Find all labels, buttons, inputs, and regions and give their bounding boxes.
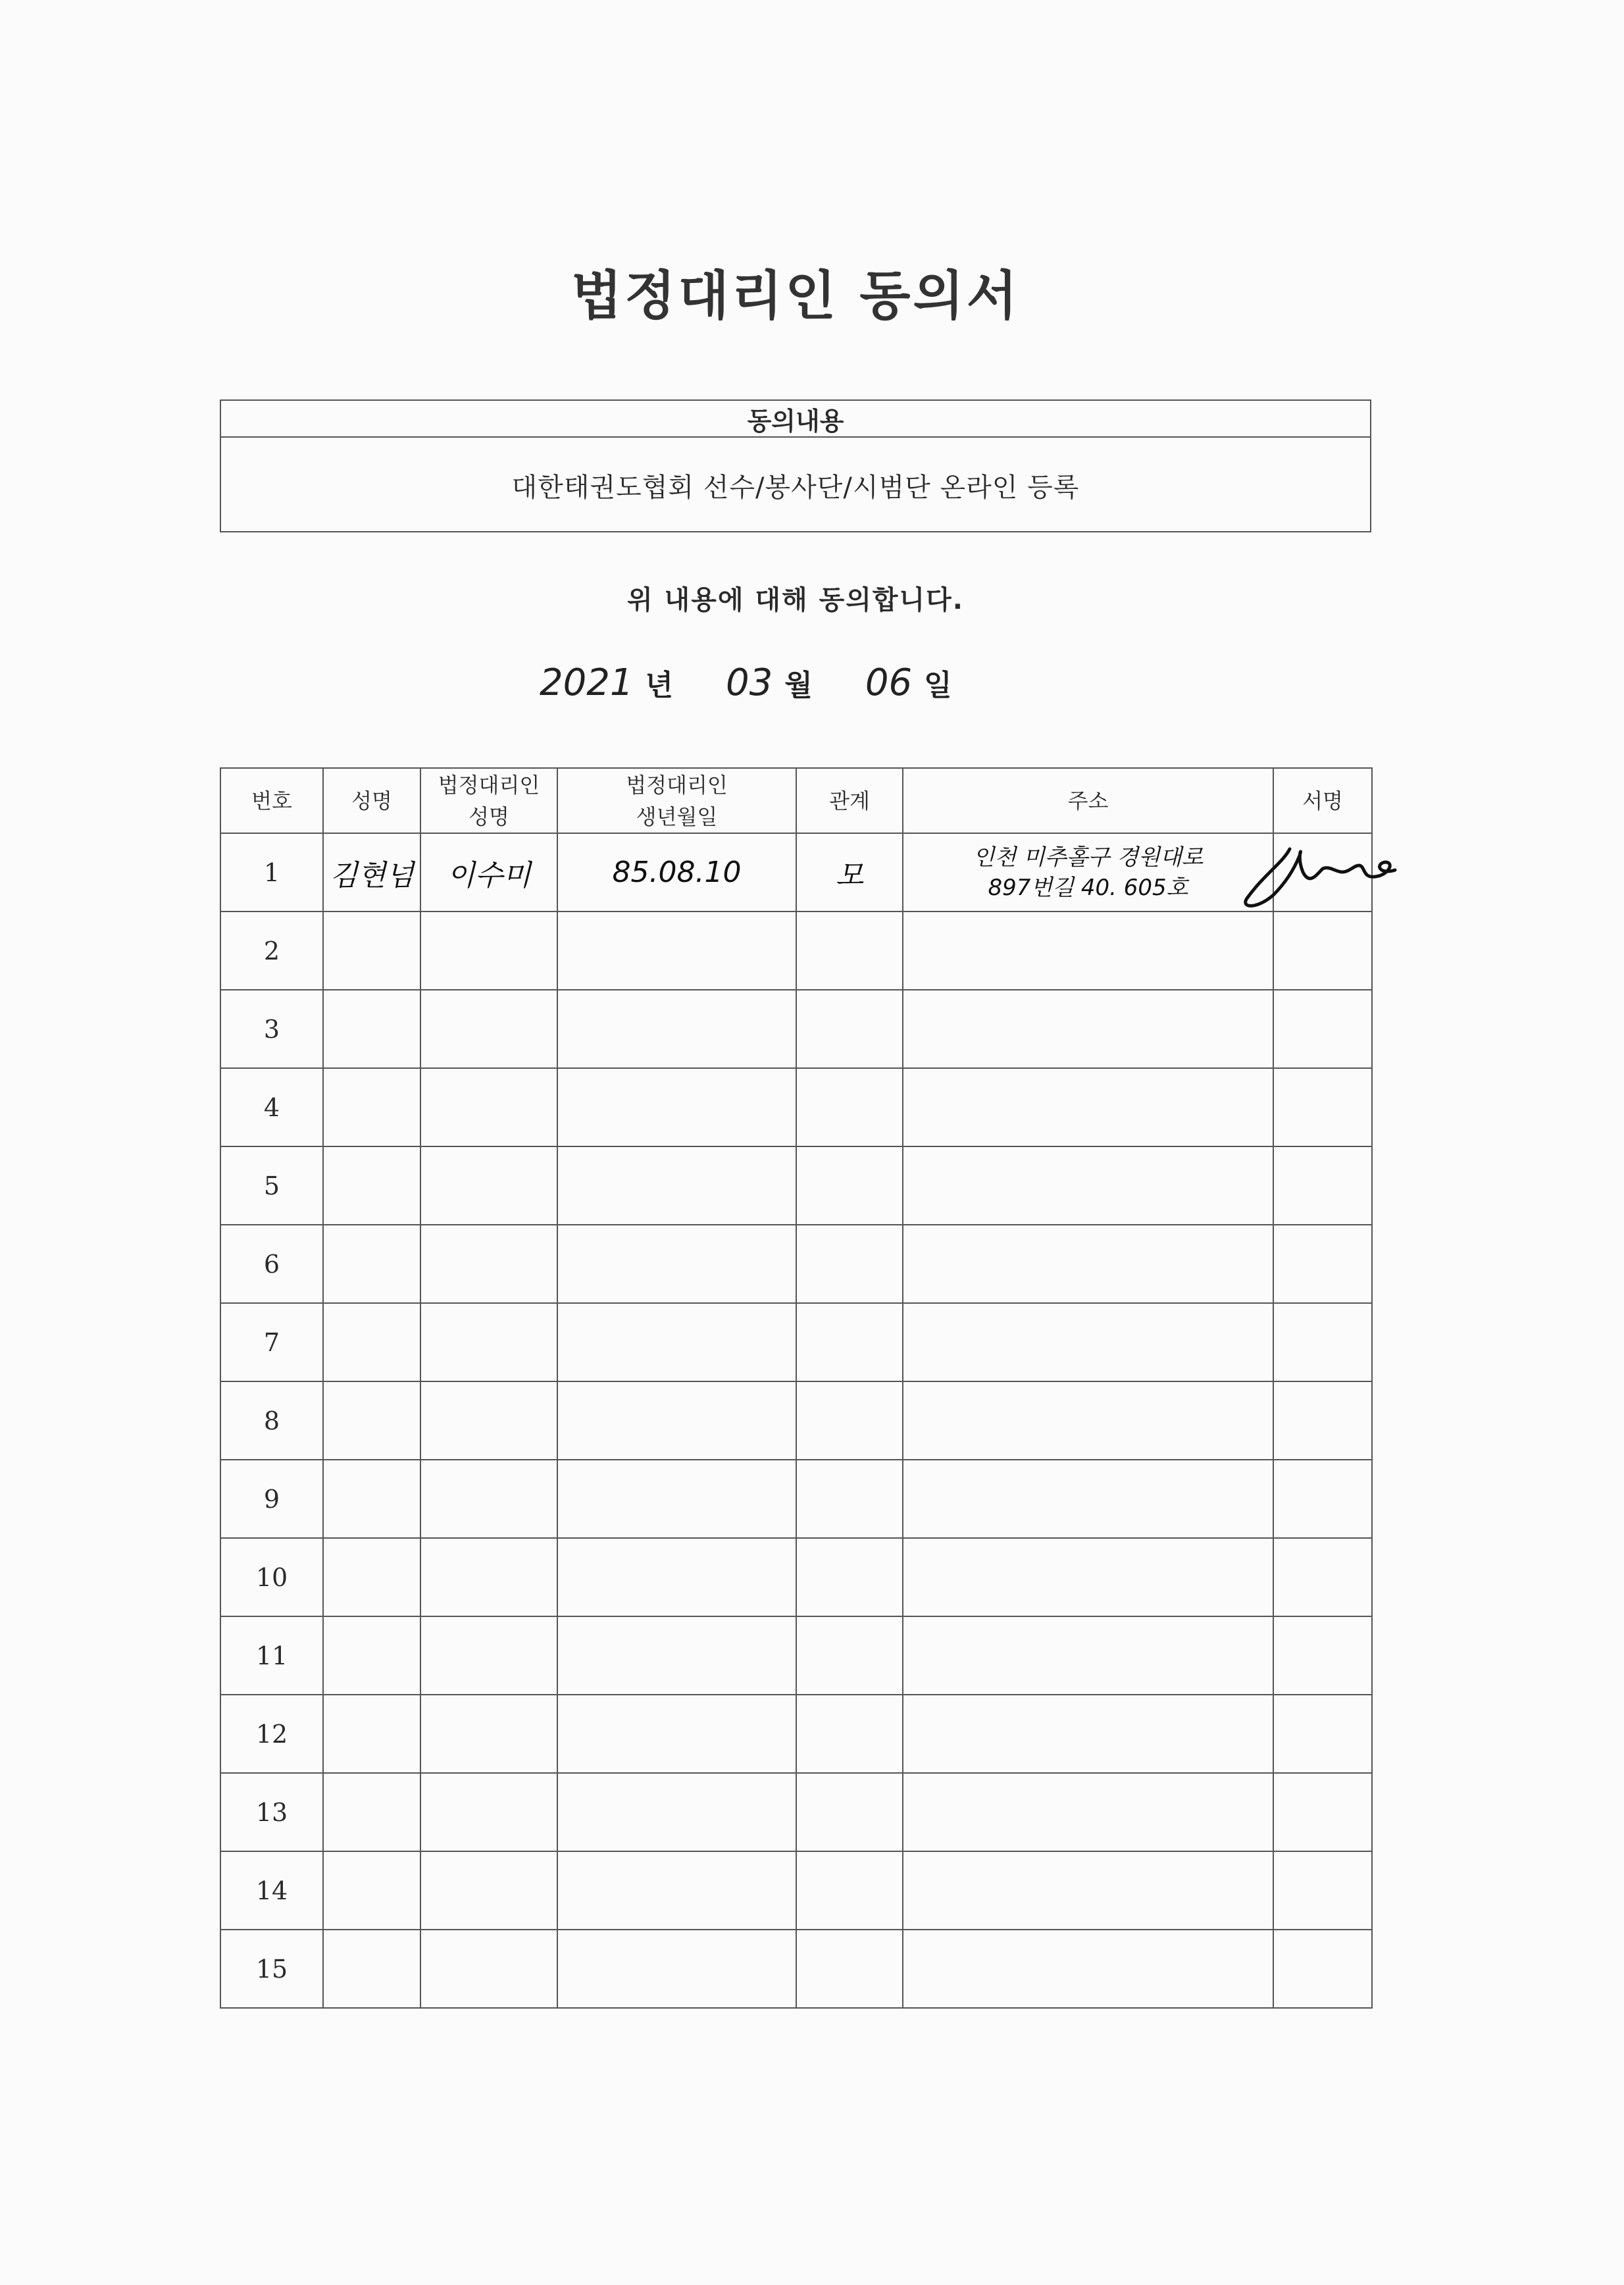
table-row	[220, 1616, 1372, 1695]
cell-guardian-name: 이수미	[420, 833, 557, 911]
cell-name: 김현넘	[323, 833, 420, 911]
header-relation: 관계	[796, 768, 903, 833]
consent-heading: 동의내용	[221, 401, 1370, 438]
table-row	[220, 911, 1372, 990]
cell-number: 4	[220, 1068, 323, 1146]
table-row	[220, 1381, 1372, 1460]
cell-number: 7	[220, 1303, 323, 1381]
document-title: 법정대리인 동의서	[571, 265, 1021, 326]
cell-number: 1	[220, 833, 323, 911]
cell-number: 6	[220, 1225, 323, 1303]
consent-box	[220, 399, 1371, 532]
address-line-2: 897번길 40. 605호	[988, 874, 1188, 901]
cell-number: 12	[220, 1695, 323, 1773]
cell-number: 2	[220, 911, 323, 990]
table-row	[220, 990, 1372, 1068]
header-address: 주소	[903, 768, 1273, 833]
cell-address	[903, 833, 1273, 911]
cell-number: 11	[220, 1616, 323, 1695]
cell-number: 14	[220, 1851, 323, 1930]
table-row	[220, 1068, 1372, 1146]
table-row	[220, 1146, 1372, 1225]
cell-number: 8	[220, 1381, 323, 1460]
table-row	[220, 1773, 1372, 1851]
date-line	[540, 661, 952, 704]
date-year-label: 년	[645, 669, 674, 702]
date-year: 2021	[540, 661, 634, 704]
table-row	[220, 1930, 1372, 2008]
table-row	[220, 833, 1372, 911]
table-row	[220, 1538, 1372, 1616]
cell-number: 10	[220, 1538, 323, 1616]
address-line-1: 인천 미추홀구 경원대로	[973, 844, 1204, 871]
date-day: 06	[865, 661, 913, 704]
cell-guardian-birth: 85.08.10	[557, 833, 796, 911]
header-guardian-birth: 법정대리인 생년월일	[557, 768, 796, 833]
table-header-row	[220, 768, 1372, 833]
consent-body: 대한태권도협회 선수/봉사단/시범단 온라인 등록	[511, 472, 1080, 503]
header-number: 번호	[220, 768, 323, 833]
cell-number: 13	[220, 1773, 323, 1851]
date-month: 03	[726, 661, 773, 704]
table-row	[220, 1225, 1372, 1303]
table-row	[220, 1695, 1372, 1773]
guardian-table	[220, 767, 1373, 2009]
cell-number: 3	[220, 990, 323, 1068]
cell-number: 5	[220, 1146, 323, 1225]
header-name: 성명	[323, 768, 420, 833]
header-signature: 서명	[1273, 768, 1372, 833]
agreement-text: 위 내용에 대해 동의합니다.	[626, 585, 964, 615]
date-month-label: 월	[784, 669, 813, 702]
table-row	[220, 1303, 1372, 1381]
handwritten-signature	[1237, 836, 1428, 921]
date-day-label: 일	[924, 669, 952, 702]
cell-number: 9	[220, 1460, 323, 1538]
cell-relation: 모	[796, 833, 903, 911]
header-guardian-name: 법정대리인 성명	[420, 768, 557, 833]
table-row	[220, 1851, 1372, 1930]
table-row	[220, 1460, 1372, 1538]
cell-number: 15	[220, 1930, 323, 2008]
